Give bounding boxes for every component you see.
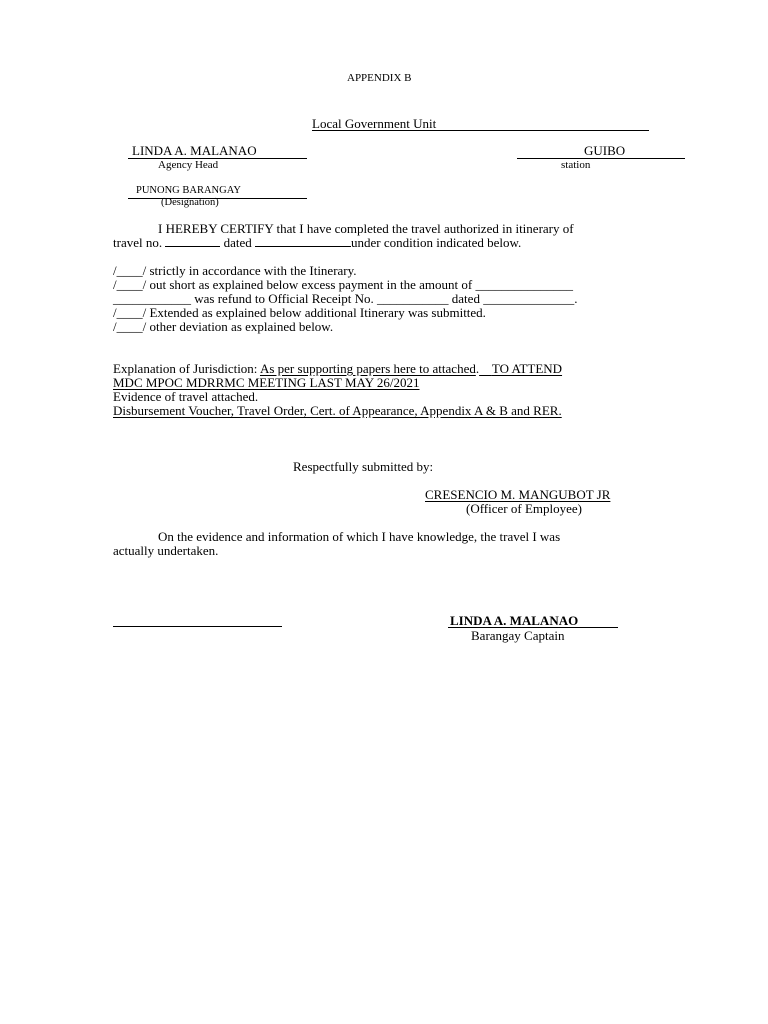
attestation-line1: On the evidence and information of which I have knowledge, the travel I was (158, 529, 561, 544)
station-underline (517, 158, 685, 159)
option-other-deviation: /____/ other deviation as explained below. (113, 319, 334, 334)
agency-head-caption: Agency Head (158, 159, 219, 171)
option-strictly: /____/ strictly in accordance with the Itinerary. (113, 263, 357, 278)
option-out-short: /____/ out short as explained below excess payment in the amount of _______________ (113, 277, 573, 292)
explanation-purpose: MDC MPOC MDRRMC MEETING LAST MAY 26/2021 (113, 375, 420, 390)
officer-name: CRESENCIO M. MANGUBOT JR (425, 487, 611, 502)
evidence-line: Evidence of travel attached. (113, 389, 259, 404)
agency-head-name: LINDA A. MALANAO (132, 143, 257, 158)
signatory-name: LINDA A. MALANAO (450, 613, 579, 628)
certification-line2: travel no. dated under condition indicated below. (113, 235, 522, 250)
attestation-line2: actually undertaken. (113, 543, 219, 558)
signatory-title: Barangay Captain (471, 628, 565, 643)
travel-no-blank (165, 245, 220, 247)
officer-caption: (Officer of Employee) (466, 501, 582, 516)
respectfully-submitted: Respectfully submitted by: (293, 459, 434, 474)
designation-value: PUNONG BARANGAY (136, 185, 241, 196)
appendix-label: APPENDIX B (347, 72, 412, 84)
signature-line-left (113, 626, 282, 627)
documents-line: Disbursement Voucher, Travel Order, Cert. of Appearance, Appendix A & B and RER. (113, 403, 562, 418)
station-name: GUIBO (584, 143, 626, 158)
explanation-line1: Explanation of Jurisdiction: As per supporting papers here to attached. TO ATTEND (113, 361, 563, 376)
option-refund: ____________ was refund to Official Receipt No. ___________ dated ______________. (113, 291, 578, 306)
certification-line1: I HEREBY CERTIFY that I have completed the travel authorized in itinerary of (158, 221, 574, 236)
lgu-label: Local Government Unit (312, 116, 437, 131)
dated-blank (255, 245, 351, 247)
lgu-underline (312, 130, 649, 131)
station-caption: station (561, 159, 591, 171)
designation-caption: (Designation) (161, 197, 219, 208)
option-extended: /____/ Extended as explained below additional Itinerary was submitted. (113, 305, 486, 320)
